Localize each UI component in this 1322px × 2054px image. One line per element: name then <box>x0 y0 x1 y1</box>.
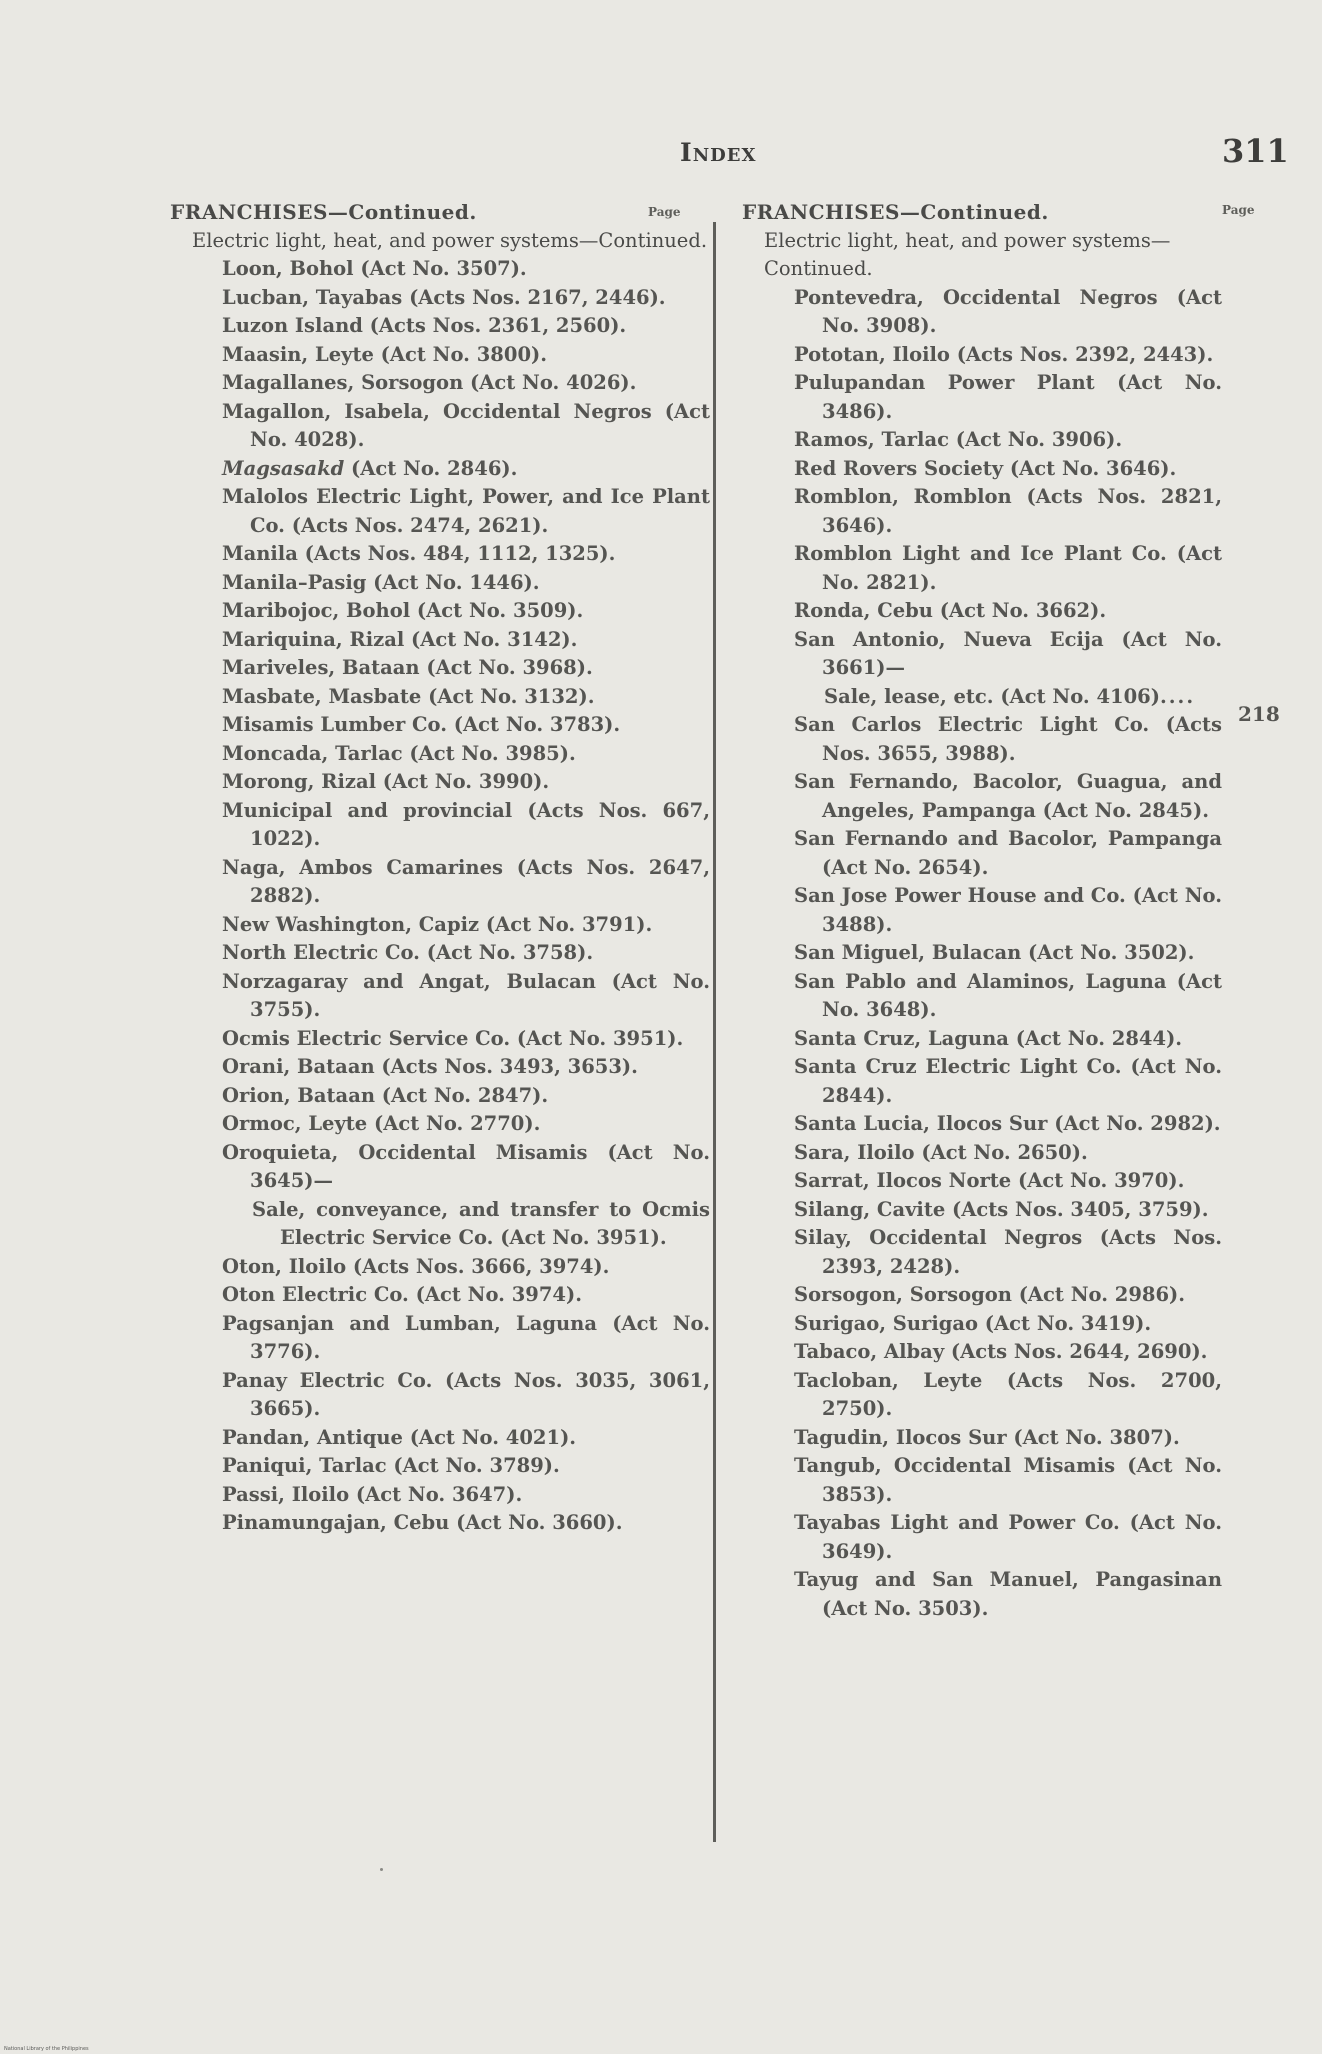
index-entry: Naga, Ambos Camarines (Acts Nos. 2647, 2882). <box>222 855 710 907</box>
vessel-name: Magsasakd <box>222 456 345 480</box>
index-entry: San Fernando and Bacolor, Pampanga (Act No. 2654). <box>794 827 1222 879</box>
index-entry: Tagudin, Ilocos Sur (Act No. 3807). <box>794 1425 1180 1449</box>
footer-tag: National Library of the Philippines <box>4 2046 89 2052</box>
index-entry: Orani, Bataan (Acts Nos. 3493, 3653). <box>222 1055 638 1078</box>
right-page-column-label: Page <box>1222 203 1255 217</box>
index-entry: San Pablo and Alaminos, Laguna (Act No. 3648). <box>794 969 1222 1021</box>
index-entry: Lucban, Tayabas (Acts Nos. 2167, 2446). <box>222 285 666 309</box>
right-entry-list <box>742 284 1222 683</box>
sub-entry: Sale, conveyance, and transfer to Ocmis Electric Service Co. (Act No. 3951). <box>252 1197 710 1249</box>
index-entry: Tayug and San Manuel, Pangasinan (Act No. 3503). <box>794 1568 1222 1620</box>
index-entry: Silang, Cavite (Acts Nos. 3405, 3759). <box>794 1197 1209 1221</box>
index-entry: Morong, Rizal (Act No. 3990). <box>222 770 550 793</box>
index-entry: Norzagaray and Angat, Bulacan (Act No. 3755). <box>222 969 710 1021</box>
index-entry: Pototan, Iloilo (Acts Nos. 2392, 2443). <box>794 342 1214 366</box>
index-entry: Manila–Pasig (Act No. 1446). <box>222 570 540 594</box>
index-entry: Pagsanjan and Lumban, Laguna (Act No. 3776). <box>222 1311 710 1363</box>
index-entry: Magallanes, Sorsogon (Act No. 4026). <box>222 371 637 394</box>
section-heading: FRANCHISES—Continued. <box>170 200 477 224</box>
index-entry: Pontevedra, Occidental Negros (Act No. 3908). <box>794 285 1222 337</box>
index-entry: Ormoc, Leyte (Act No. 2770). <box>222 1112 541 1135</box>
index-entry: Oton Electric Co. (Act No. 3974). <box>222 1283 583 1306</box>
left-column <box>170 198 710 1538</box>
index-entry: San Fernando, Bacolor, Guagua, and Angeles, Pampanga (Act No. 2845). <box>794 770 1222 822</box>
left-page-column-label: Page <box>648 205 681 219</box>
subheading: Electric light, heat, and power systems—Continued. <box>764 228 1171 280</box>
index-entry: Orion, Bataan (Act No. 2847). <box>222 1083 549 1107</box>
index-entry: Red Rovers Society (Act No. 3646). <box>794 456 1177 480</box>
index-entry: Magsasakd (Act No. 2846). <box>222 456 518 480</box>
index-entry: Tacloban, Leyte (Acts Nos. 2700, 2750). <box>794 1368 1222 1420</box>
index-entry: Surigao, Surigao (Act No. 3419). <box>794 1311 1152 1335</box>
index-entry: Ramos, Tarlac (Act No. 3906). <box>794 428 1123 451</box>
index-entry: Sara, Iloilo (Act No. 2650). <box>794 1140 1088 1164</box>
right-column <box>742 198 1222 1623</box>
index-entry: Passi, Iloilo (Act No. 3647). <box>222 1482 523 1506</box>
index-entry: Tabaco, Albay (Acts Nos. 2644, 2690). <box>794 1340 1208 1363</box>
section-heading: FRANCHISES—Continued. <box>742 200 1049 224</box>
index-entry: Ronda, Cebu (Act No. 3662). <box>794 599 1107 622</box>
index-entry: San Jose Power House and Co. (Act No. 3488). <box>794 884 1222 936</box>
index-entry: Moncada, Tarlac (Act No. 3985). <box>222 741 576 765</box>
index-entry: Sorsogon, Sorsogon (Act No. 2986). <box>794 1283 1186 1306</box>
column-divider <box>713 222 716 1842</box>
index-entry: Panay Electric Co. (Acts Nos. 3035, 3061, 3665). <box>222 1368 710 1420</box>
index-entry: Tangub, Occidental Misamis (Act No. 3853). <box>794 1454 1222 1506</box>
index-entry: Santa Cruz, Laguna (Act No. 2844). <box>794 1026 1183 1050</box>
left-entry-list <box>170 255 710 1196</box>
sub-entry <box>742 683 1222 712</box>
index-entry: New Washington, Capiz (Act No. 3791). <box>222 912 653 936</box>
page-number: 311 <box>1222 132 1289 170</box>
index-entry: Ocmis Electric Service Co. (Act No. 3951). <box>222 1026 684 1050</box>
page-reference: 218 <box>1238 702 1280 726</box>
left-entry-list-continued <box>170 1253 710 1538</box>
index-entry: North Electric Co. (Act No. 3758). <box>222 941 594 964</box>
index-entry: Maasin, Leyte (Act No. 3800). <box>222 342 548 366</box>
index-entry: San Antonio, Nueva Ecija (Act No. 3661)— <box>794 627 1222 679</box>
subheading: Electric light, heat, and power systems—Continued. <box>192 228 708 252</box>
index-entry: Magallon, Isabela, Occidental Negros (Act No. 4028). <box>222 399 710 451</box>
index-entry: Pinamungajan, Cebu (Act No. 3660). <box>222 1511 623 1534</box>
dot-leader: .... <box>1159 684 1196 708</box>
index-entry: Mariveles, Bataan (Act No. 3968). <box>222 656 593 679</box>
right-entry-list-continued <box>742 711 1222 1623</box>
index-entry: Mariquina, Rizal (Act No. 3142). <box>222 627 578 651</box>
index-entry: Loon, Bohol (Act No. 3507). <box>222 257 527 280</box>
index-entry: San Miguel, Bulacan (Act No. 3502). <box>794 941 1195 964</box>
running-head: Index <box>680 138 757 167</box>
index-entry: Municipal and provincial (Acts Nos. 667, 1022). <box>222 798 710 850</box>
index-entry: Oroquieta, Occidental Misamis (Act No. 3645)— <box>222 1140 710 1192</box>
index-entry: Paniqui, Tarlac (Act No. 3789). <box>222 1454 560 1477</box>
speck-mark <box>380 1868 383 1871</box>
index-entry: Romblon, Romblon (Acts Nos. 2821, 3646). <box>794 485 1222 537</box>
index-entry: Malolos Electric Light, Power, and Ice Plant Co. (Acts Nos. 2474, 2621). <box>222 485 710 537</box>
index-entry: Tayabas Light and Power Co. (Act No. 3649). <box>794 1511 1222 1563</box>
index-entry: Romblon Light and Ice Plant Co. (Act No. 2821). <box>794 542 1222 594</box>
index-entry: Misamis Lumber Co. (Act No. 3783). <box>222 713 621 736</box>
index-entry: San Carlos Electric Light Co. (Acts Nos. 3655, 3988). <box>794 713 1222 765</box>
index-entry: Luzon Island (Acts Nos. 2361, 2560). <box>222 314 627 337</box>
index-entry: Santa Cruz Electric Light Co. (Act No. 2844). <box>794 1055 1222 1107</box>
index-entry: Sarrat, Ilocos Norte (Act No. 3970). <box>794 1169 1185 1192</box>
index-entry: Pulupandan Power Plant (Act No. 3486). <box>794 371 1222 423</box>
index-entry: Pandan, Antique (Act No. 4021). <box>222 1425 577 1449</box>
index-entry: Silay, Occidental Negros (Acts Nos. 2393, 2428). <box>794 1226 1222 1278</box>
index-entry: Oton, Iloilo (Acts Nos. 3666, 3974). <box>222 1254 610 1278</box>
index-entry: Santa Lucia, Ilocos Sur (Act No. 2982). <box>794 1112 1221 1135</box>
index-entry: Maribojoc, Bohol (Act No. 3509). <box>222 599 584 622</box>
index-entry: Manila (Acts Nos. 484, 1112, 1325). <box>222 542 616 565</box>
index-entry: Masbate, Masbate (Act No. 3132). <box>222 684 595 708</box>
sub-entry-text: Sale, lease, etc. (Act No. 4106) <box>824 684 1160 708</box>
